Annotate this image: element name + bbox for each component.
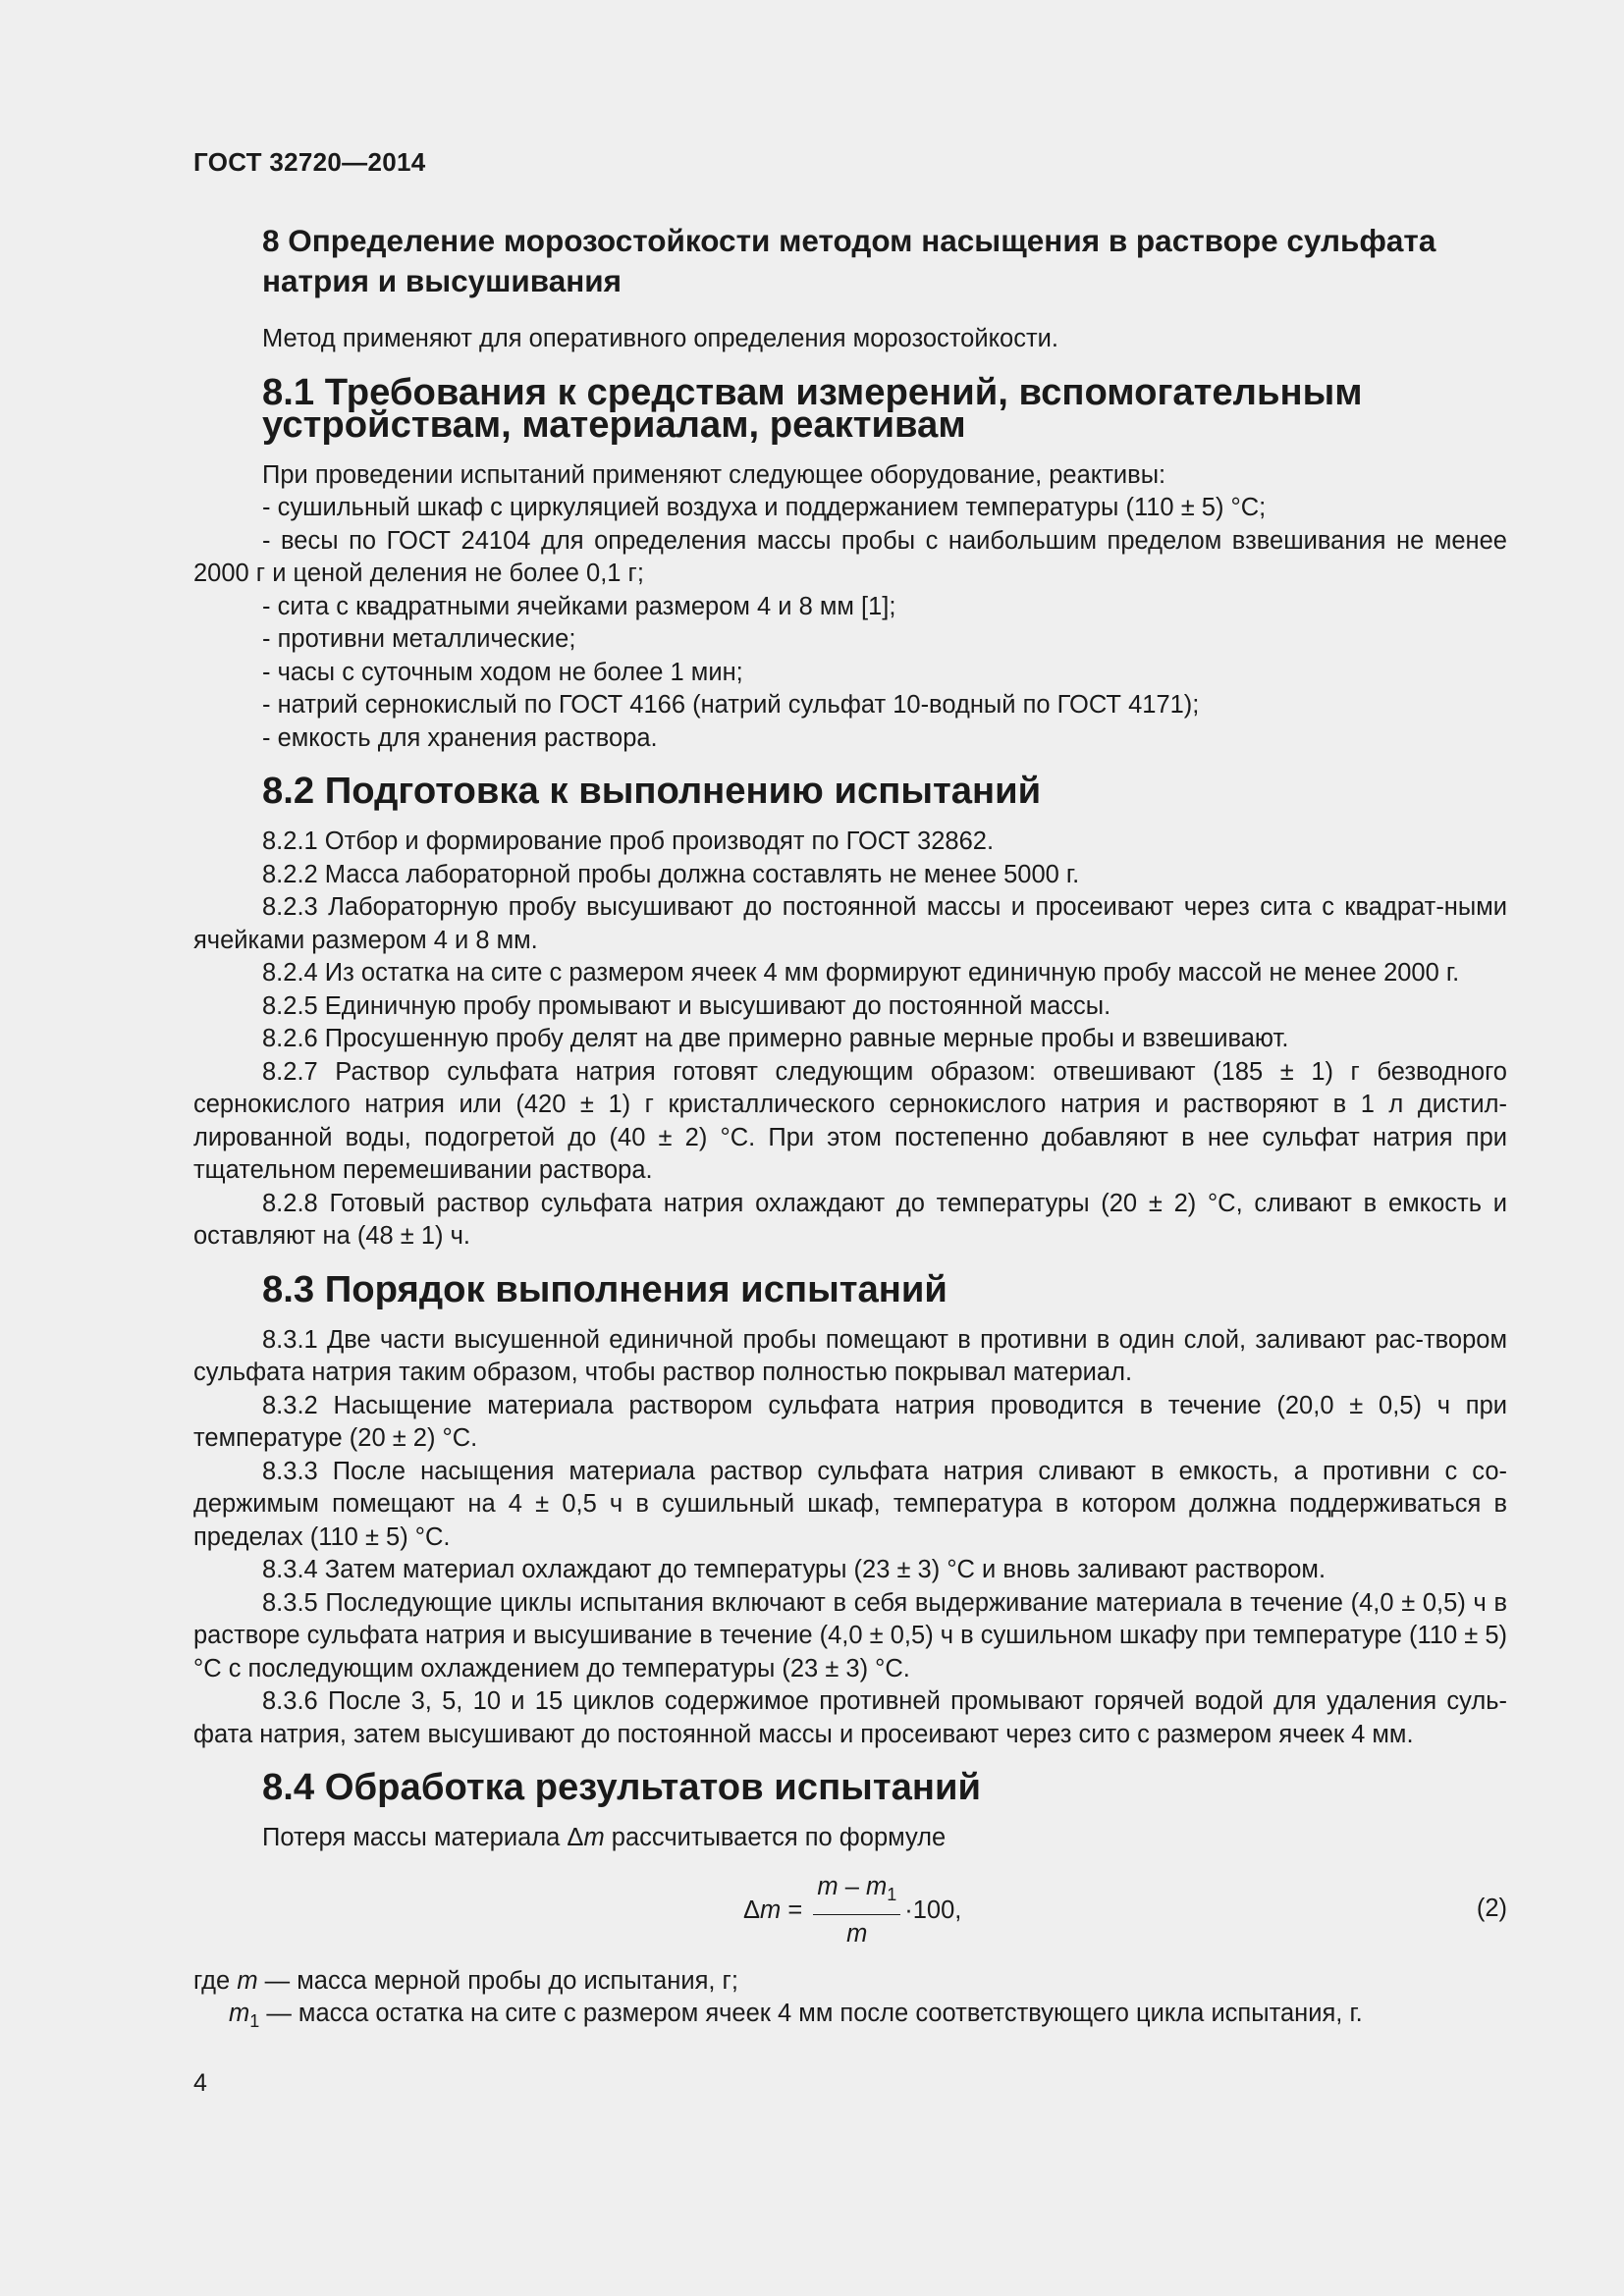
numerator-m1: m [865,1872,888,1900]
formula-numerator [813,1871,900,1916]
page-content [193,221,1507,2039]
clause-8-3-4: 8.3.4 Затем материал охлаждают до температуры (23 ± 3) °С и вновь заливают раствором. [262,1556,1326,1583]
equipment-item: - противни металлические; [262,625,576,653]
section-8-intro: Метод применяют для оперативного определения морозостойкости. [262,325,1058,352]
formula-equals: = [781,1896,810,1924]
equipment-item: - емкость для хранения раствора. [262,723,658,752]
equipment-item: - весы по ГОСТ 24104 для определения массы пробы с наибольшим пределом взвешивания не менее 2000 г и ценой деления не более 0,1 г; [193,526,1507,587]
where-description-m1: — масса остатка на сите с размером ячеек 4 мм после соответствующего цикла испытания, г. [259,2000,1363,2027]
formula-denominator: m [846,1920,868,1948]
numerator-subscript: 1 [887,1884,897,1904]
equipment-item: - часы с суточным ходом не более 1 мин; [262,658,743,686]
section-8-title: 8 Определение морозостойкости методом насыщения в растворе сульфата натрия и высушивания [262,223,1436,298]
where-line-1 [193,1965,1507,1999]
section-8-1-title: 8.1 Требования к средствам измерений, вспомогательным устройствам, материалам, реактивам [262,370,1363,446]
where-description-m: — масса мерной пробы до испытания, г; [257,1966,738,1995]
document-code: ГОСТ 32720—2014 [193,147,426,177]
clause-8-3-5: 8.3.5 Последующие циклы испытания включают в себя выдерживание материала в течение (4,0 ± 0,5) ч в растворе сульфата натрия и высушивание в течение (4,0 ± 0,5) ч в сушильном шкафу при температуре (110 ± 5) °С с последующим охлаждением до температуры (23 ± 3) °С. [193,1588,1507,1682]
clause-8-2-1: 8.2.1 Отбор и формирование проб производят по ГОСТ 32862. [262,828,995,855]
formula-lhs-variable: m [760,1896,782,1924]
page-number: 4 [193,2069,207,2097]
clause-8-2-3: 8.2.3 Лабораторную пробу высушивают до постоянной массы и просеивают через сита с квадрат-ными ячейками размером 4 и 8 мм. [193,893,1507,954]
equation-number: (2) [1476,1894,1507,1922]
clause-8-2-2: 8.2.2 Масса лабораторной пробы должна составлять не менее 5000 г. [262,860,1080,888]
formula-lead-prefix: Потеря массы материала Δ [262,1824,584,1851]
where-subscript: 1 [249,2011,260,2031]
equipment-item: - сита с квадратными ячейками размером 4 и 8 мм [1]; [262,592,896,620]
where-variable-m1: m [229,2000,250,2027]
formula-lead-suffix: рассчитывается по формуле [604,1824,947,1851]
clause-8-3-3: 8.3.3 После насыщения материала раствор сульфата натрия сливают в емкость, а противни с со-держимым помещают на 4 ± 0,5 ч в сушильный шкаф, температура в котором должна поддерживаться в пределах (110 ± 5) °С. [193,1457,1507,1551]
formula-lead [193,1822,1507,1855]
where-line-2 [193,1998,1507,2039]
where-variable-m: m [237,1966,258,1995]
clause-8-2-5: 8.2.5 Единичную пробу промывают и высушивают до постоянной массы. [262,991,1111,1020]
section-8-1-lead: При проведении испытаний применяют следующее оборудование, реактивы: [262,460,1166,489]
formula-fraction [813,1871,900,1951]
section-8-3-title: 8.3 Порядок выполнения испытаний [262,1267,947,1310]
section-8-2-title: 8.2 Подготовка к выполнению испытаний [262,770,1042,812]
section-8-4-title: 8.4 Обработка результатов испытаний [262,1766,981,1808]
equipment-item: - сушильный шкаф с циркуляцией воздуха и поддержанием температуры (110 ± 5) °С; [262,494,1267,521]
clause-8-2-8: 8.2.8 Готовый раствор сульфата натрия охлаждают до температуры (20 ± 2) °С, сливают в емкость и оставляют на (48 ± 1) ч. [193,1189,1507,1250]
numerator-m: m [817,1872,839,1900]
clause-8-3-2: 8.3.2 Насыщение материала раствором сульфата натрия проводится в течение (20,0 ± 0,5) ч при температуре (20 ± 2) °С. [193,1391,1507,1452]
clause-8-2-6: 8.2.6 Просушенную пробу делят на две примерно равные мерные пробы и взвешивают. [262,1025,1289,1052]
formula-lead-variable: m [583,1824,605,1851]
equipment-item: - натрий сернокислый по ГОСТ 4166 (натрий сульфат 10-водный по ГОСТ 4171); [262,691,1200,719]
clause-8-3-1: 8.3.1 Две части высушенной единичной пробы помещают в противни в один слой, заливают рас-твором сульфата натрия таким образом, чтобы раствор полностью покрывал материал. [193,1325,1507,1386]
where-prefix: где [193,1966,238,1995]
mass-loss-formula [743,1869,961,1953]
formula-multiplier: ·100, [904,1896,962,1924]
numerator-minus: – [838,1872,866,1900]
clause-8-2-4: 8.2.4 Из остатка на сите с размером ячеек 4 мм формируют единичную пробу массой не менее 2000 г. [262,959,1460,987]
clause-8-2-7: 8.2.7 Раствор сульфата натрия готовят следующим образом: отвешивают (185 ± 1) г безводного сернокислого натрия или (420 ± 1) г кристаллического сернокислого натрия и растворяют в 1 л дистил-лированной воды, подогретой до (40 ± 2) °С. При этом постепенно добавляют в нее сульфат натрия при тщательном перемешивании раствора. [193,1057,1507,1184]
clause-8-3-6: 8.3.6 После 3, 5, 10 и 15 циклов содержимое противней промывают горячей водой для удаления суль-фата натрия, затем высушивают до постоянной массы и просеивают через сито с размером ячеек 4 мм. [193,1687,1507,1748]
formula-delta: Δ [743,1896,761,1924]
formula-row [193,1869,1507,1953]
